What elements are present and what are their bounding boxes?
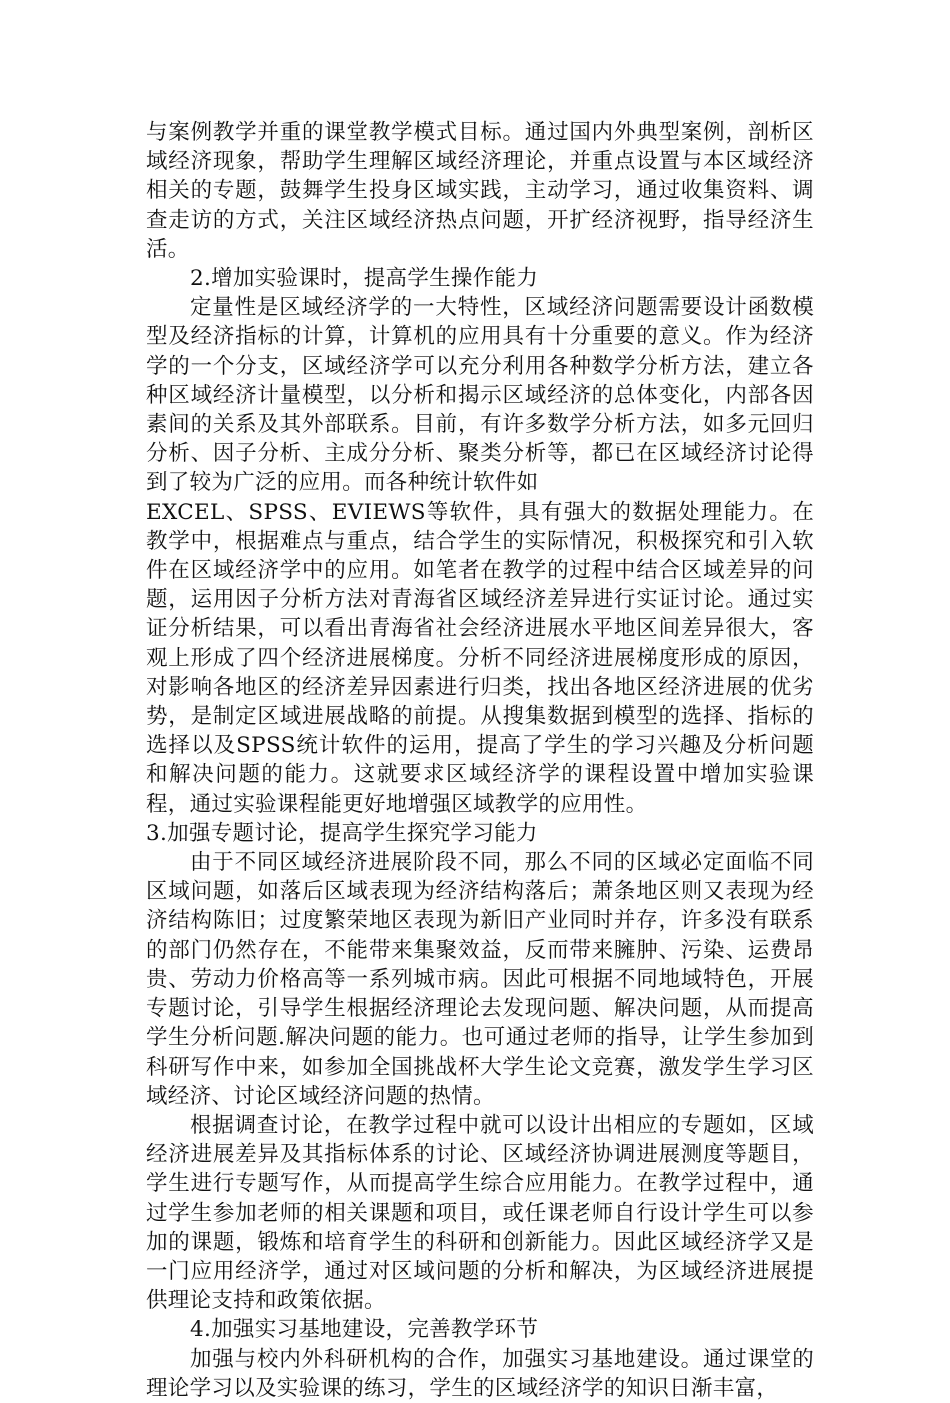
- body-paragraph: 定量性是区域经济学的一大特性，区域经济问题需要设计函数模型及经济指标的计算，计算机的应用具有十分重要的意义。作为经济学的一个分支，区域经济学可以充分利用各种数学分析方法，建立各种区域经济计量模型，以分析和揭示区域经济的总体变化，内部各因素间的关系及其外部联系。目前，有许多数学分析方法，如多元回归分析、因子分析、主成分分析、聚类分析等，都已在区域经济讨论得到了较为广泛的应用。而各种统计软件如: [146, 295, 814, 496]
- body-paragraph: 根据调查讨论，在教学过程中就可以设计出相应的专题如，区域经济进展差异及其指标体系的讨论、区域经济协调进展测度等题目，学生进行专题写作，从而提高学生综合应用能力。在教学过程中，通过学生参加老师的相关课题和项目，或任课老师自行设计学生可以参加的课题，锻炼和培育学生的科研和创新能力。因此区域经济学又是一门应用经济学，通过对区域问题的分析和解决，为区域经济进展提供理论支持和政策依据。: [146, 1112, 814, 1314]
- body-paragraph: EXCEL、SPSS、EVIEWS等软件，具有强大的数据处理能力。在教学中，根据难点与重点，结合学生的实际情况，积极探究和引入软件在区域经济学中的应用。如笔者在教学的过程中结合区域差异的问题，运用因子分析方法对青海省区域经济差异进行实证讨论。通过实证分析结果，可以看出青海省社会经济进展水平地区间差异很大，客观上形成了四个经济进展梯度。分析不同经济进展梯度形成的原因，对影响各地区的经济差异因素进行归类，找出各地区经济进展的优劣势，是制定区域进展战略的前提。从搜集数据到模型的选择、指标的选择以及SPSS统计软件的运用，提高了学生的学习兴趣及分析问题和解决问题的能力。这就要求区域经济学的课程设置中增加实验课程，通过实验课程能更好地增强区域教学的应用性。: [146, 499, 814, 817]
- body-paragraph: 由于不同区域经济进展阶段不同，那么不同的区域必定面临不同区域问题，如落后区域表现为经济结构落后；萧条地区则又表现为经济结构陈旧；过度繁荣地区表现为新旧产业同时并存，许多没有联系的部门仍然存在，不能带来集聚效益，反而带来臃肿、污染、运费昂贵、劳动力价格高等一系列城市病。因此可根据不同地域特色，开展专题讨论，引导学生根据经济理论去发现问题、解决问题，从而提高学生分析问题.解决问题的能力。也可通过老师的指导，让学生参加到科研写作中来，如参加全国挑战杯大学生论文竞赛，激发学生学习区域经济、讨论区域经济问题的热情。: [146, 850, 814, 1109]
- body-paragraph: 与案例教学并重的课堂教学模式目标。通过国内外典型案例，剖析区域经济现象，帮助学生理解区域经济理论，并重点设置与本区域经济相关的专题，鼓舞学生投身区域实践，主动学习，通过收集资料、调查走访的方式，关注区域经济热点问题，开扩经济视野，指导经济生活。: [146, 120, 814, 262]
- body-paragraph: 加强与校内外科研机构的合作，加强实习基地建设。通过课堂的理论学习以及实验课的练习，学生的区域经济学的知识日渐丰富，: [146, 1346, 814, 1401]
- document-body: [146, 118, 814, 1403]
- section-heading: 2.增加实验课时，提高学生操作能力: [190, 266, 539, 292]
- section-heading: 3.加强专题讨论，提高学生探究学习能力: [146, 820, 538, 846]
- section-heading: 4.加强实习基地建设，完善教学环节: [190, 1317, 539, 1343]
